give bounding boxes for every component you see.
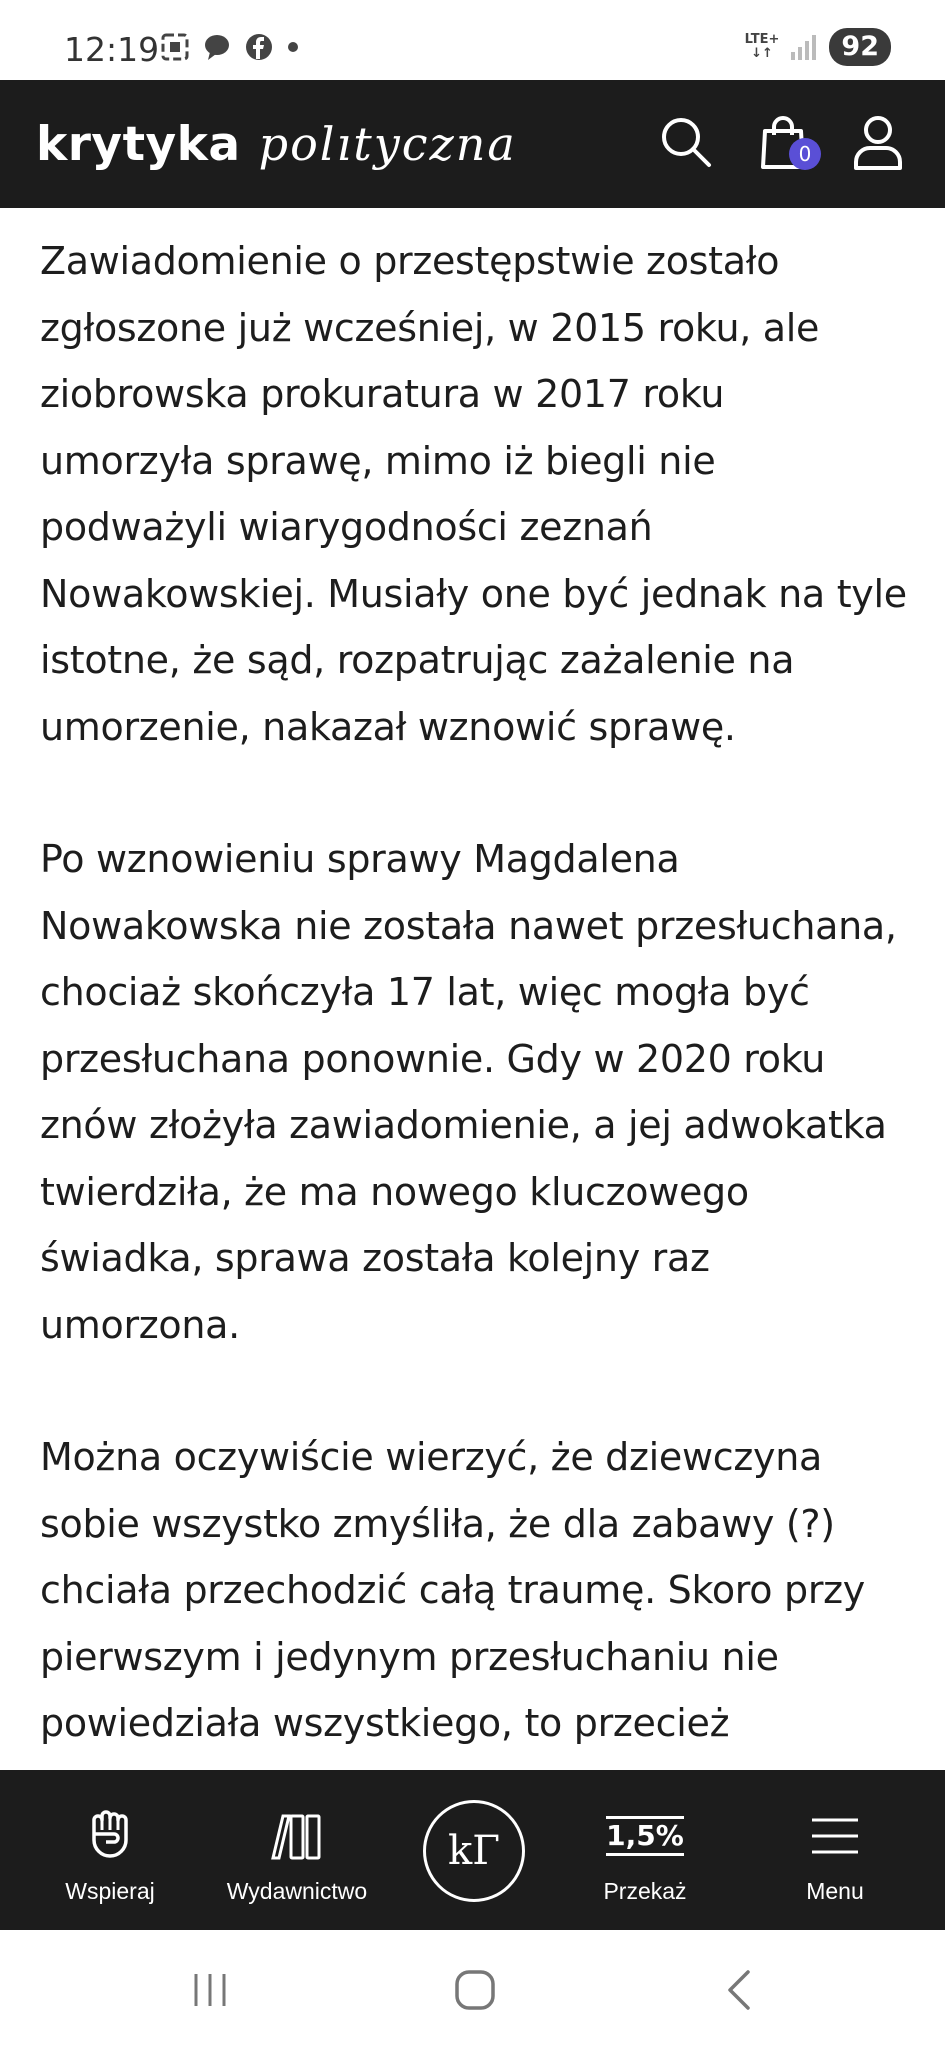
home-button[interactable] — [435, 1960, 515, 2020]
back-icon — [722, 1968, 758, 2012]
screenshot-icon — [160, 32, 190, 62]
nav-menu[interactable] — [785, 1770, 885, 1930]
logo-text-light: polıtyczna — [258, 117, 517, 171]
site-logo[interactable] — [36, 114, 517, 174]
article-paragraph: Zawiadomienie o przestępstwie zostało zgłoszone już wcześniej, w 2015 roku, ale ziobrowska prokuratura w 2017 roku umorzyła sprawę, mimo iż biegli nie podważyli wiarygodności zeznań Nowakowskiej. Musiały one być jednak na tyle istotne, że sąd, rozpatrując zażalenie na umorzenie, nakazał wznowić sprawę. — [40, 239, 907, 749]
battery-indicator: 92 — [829, 28, 891, 66]
status-bar — [0, 0, 945, 80]
status-time: 12:19 — [64, 30, 160, 69]
logo-text-bold: krytyka — [36, 116, 241, 172]
chat-icon — [202, 32, 232, 62]
nav-publishing-label: Wydawnictwo — [226, 1878, 368, 1904]
recents-icon — [190, 1970, 230, 2010]
percent-value: 1,5% — [606, 1816, 684, 1856]
nav-menu-label: Menu — [806, 1878, 864, 1904]
site-header — [0, 80, 945, 208]
back-button[interactable] — [700, 1960, 780, 2020]
account-button[interactable] — [846, 110, 910, 174]
article-body — [40, 228, 910, 1823]
home-logo-button[interactable]: kΓ — [423, 1800, 525, 1902]
hamburger-icon — [810, 1816, 860, 1856]
search-button[interactable] — [654, 110, 718, 174]
cart-button[interactable] — [751, 110, 815, 174]
network-indicator: LTE+ ↓↑ — [744, 32, 780, 61]
facebook-icon — [244, 32, 274, 62]
system-navigation-bar — [0, 1930, 945, 2048]
signal-icon — [789, 32, 819, 62]
nav-support[interactable] — [50, 1770, 170, 1930]
cart-count-badge: 0 — [789, 138, 821, 170]
article-paragraph: Po wznowieniu sprawy Magdalena Nowakowska nie została nawet przesłuchana, chociaż skończyła 17 lat, więc mogła być przesłuchana ponownie. Gdy w 2020 roku znów złożyła zawiadomienie, a jej adwokatka twierdziła, że ma nowego kluczowego świadka, sprawa została kolejny raz umorzona. — [40, 837, 897, 1347]
search-icon — [658, 114, 714, 170]
fist-icon — [86, 1810, 134, 1862]
bottom-navigation — [0, 1770, 945, 1930]
status-right — [745, 28, 891, 66]
nav-transfer[interactable] — [590, 1770, 700, 1930]
dot-icon — [286, 40, 300, 54]
nav-support-label: Wspieraj — [65, 1878, 155, 1904]
nav-transfer-label: Przekaż — [603, 1878, 687, 1904]
notification-icons — [160, 32, 300, 62]
article-paragraph: Można oczywiście wierzyć, że dziewczyna sobie wszystko zmyśliła, że dla zabawy (?) chciała przechodzić całą traumę. Skoro przy pierwszym i jedynym przesłuchaniu nie powiedziała wszystkiego, to przecież — [40, 1435, 865, 1745]
home-icon — [453, 1968, 497, 2012]
user-icon — [852, 114, 904, 170]
books-icon — [269, 1812, 325, 1860]
recent-apps-button[interactable] — [170, 1960, 250, 2020]
nav-publishing[interactable] — [222, 1770, 372, 1930]
